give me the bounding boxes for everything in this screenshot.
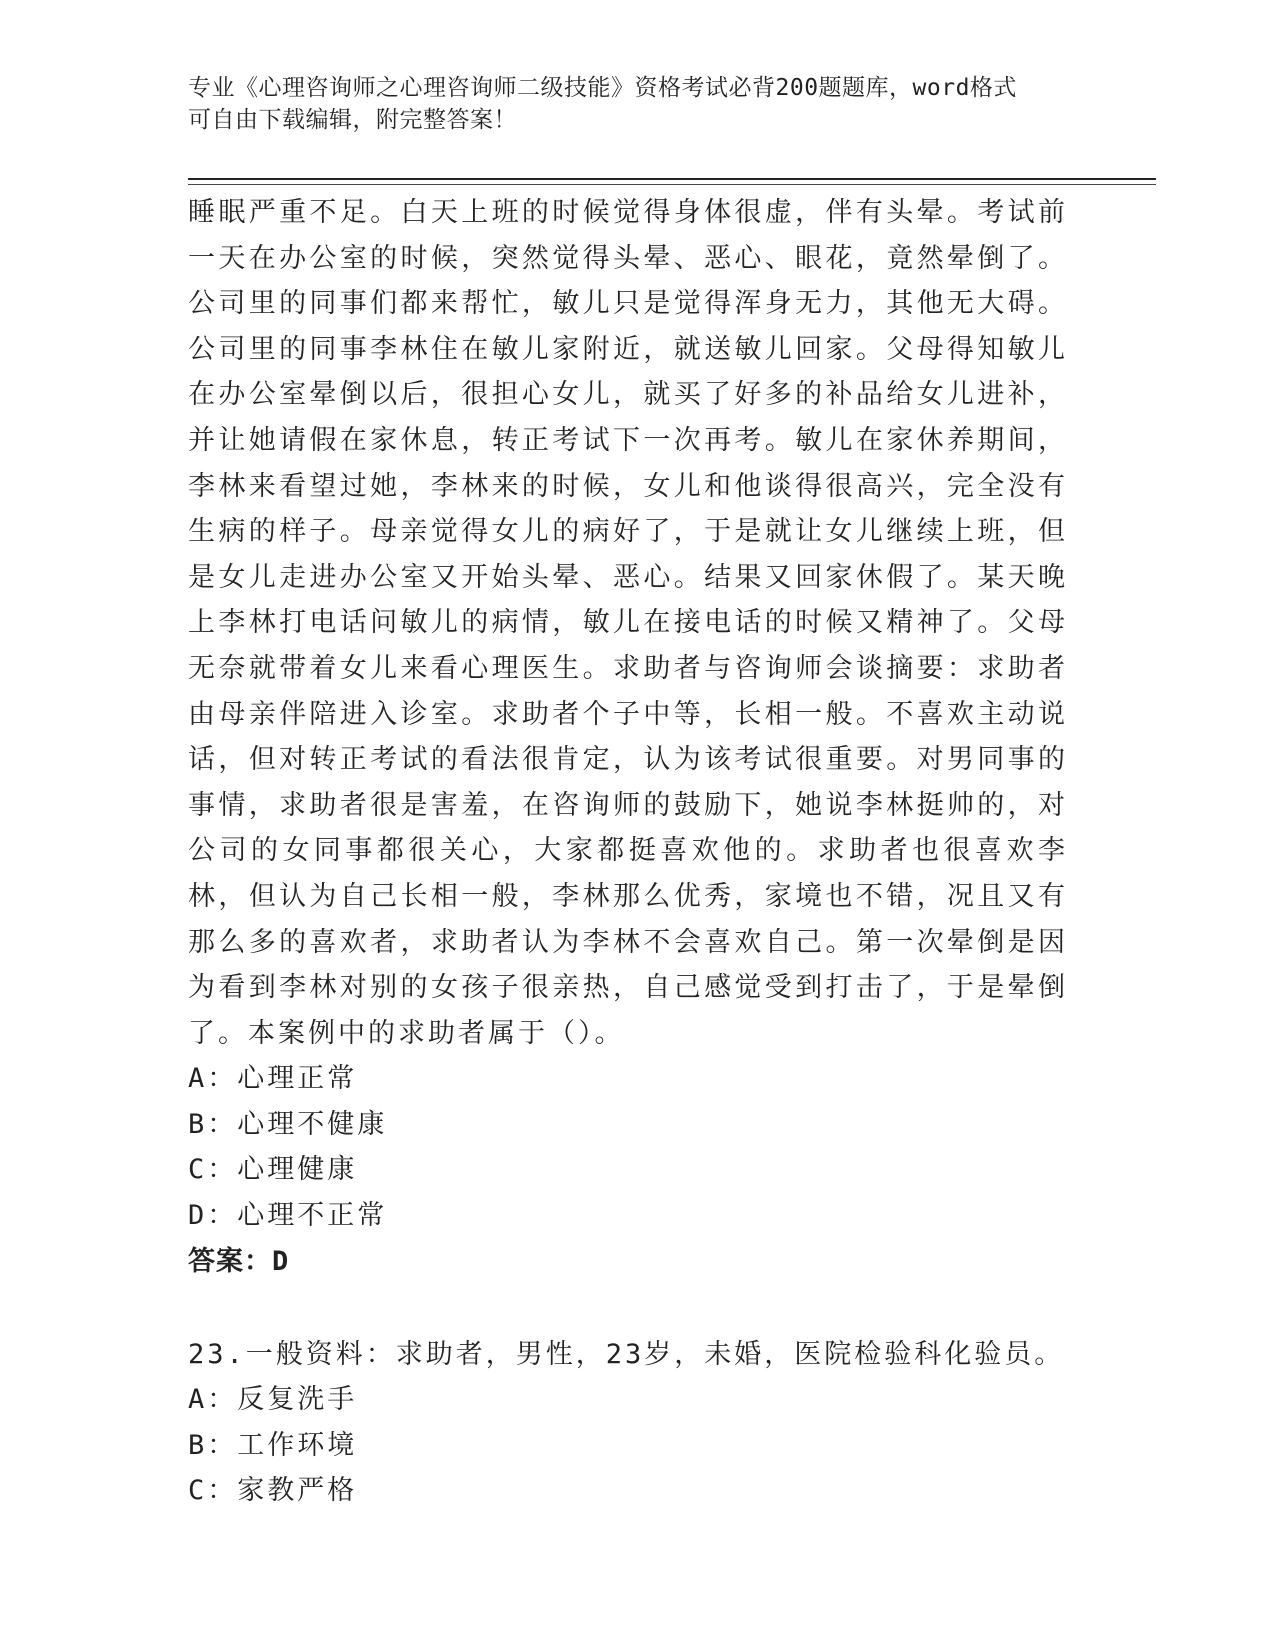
question-22-option-b: B：心理不健康 [188,1108,388,1140]
question-23-option-a: A：反复洗手 [188,1384,358,1416]
question-22-option-a: A：心理正常 [188,1063,358,1095]
question-22-stem: 睡眠严重不足。白天上班的时候觉得身体很虚，伴有头晕。考试前一天在办公室的时候，突然觉得头晕、恶心、眼花，竟然晕倒了。公司里的同事们都来帮忙，敏儿只是觉得浑身无力，其他无大碍。公司里的同事李林住在敏儿家附近，就送敏儿回家。父母得知敏儿在办公室晕倒以后，很担心女儿，就买了好多的补品给女儿进补，并让她请假在家休息，转正考试下一次再考。敏儿在家休养期间，李林来看望过她，李林来的时候，女儿和他谈得很高兴，完全没有生病的样子。母亲觉得女儿的病好了，于是就让女儿继续上班，但是女儿走进办公室又开始头晕、恶心。结果又回家休假了。某天晚上李林打电话问敏儿的病情，敏儿在接电话的时候又精神了。父母无奈就带着女儿来看心理医生。求助者与咨询师会谈摘要：求助者由母亲伴陪进入诊室。求助者个子中等，长相一般。不喜欢主动说话，但对转正考试的看法很肯定，认为该考试很重要。对男同事的事情，求助者很是害羞，在咨询师的鼓励下，她说李林挺帅的，对公司的女同事都很关心，大家都挺喜欢他的。求助者也很喜欢李林，但认为自己长相一般，李林那么优秀，家境也不错，况且又有那么多的喜欢者，求助者认为李林不会喜欢自己。第一次晕倒是因为看到李林对别的女孩子很亲热，自己感觉受到打击了，于是晕倒了。本案例中的求助者属于（）。 [188,197,1068,1049]
question-22-answer: 答案：D [188,1245,290,1277]
document-body [188,190,1068,1514]
question-23-option-c: C：家教严格 [188,1475,358,1507]
header-title-line-2: 可自由下载编辑，附完整答案！ [188,107,517,133]
header-title-line-1: 专业《心理咨询师之心理咨询师二级技能》资格考试必背200题题库，word格式 [188,75,1017,101]
question-22-option-d: D：心理不正常 [188,1200,388,1232]
question-spacer [188,1285,1068,1332]
question-23-option-b: B：工作环境 [188,1429,358,1461]
document-header [188,72,1068,136]
header-divider-thick [188,178,1156,180]
question-22-option-c: C：心理健康 [188,1154,358,1186]
question-23-stem: 23.一般资料：求助者，男性，23岁，未婚，医院检验科化验员。 [188,1338,1065,1370]
header-divider-thin [188,184,1156,185]
